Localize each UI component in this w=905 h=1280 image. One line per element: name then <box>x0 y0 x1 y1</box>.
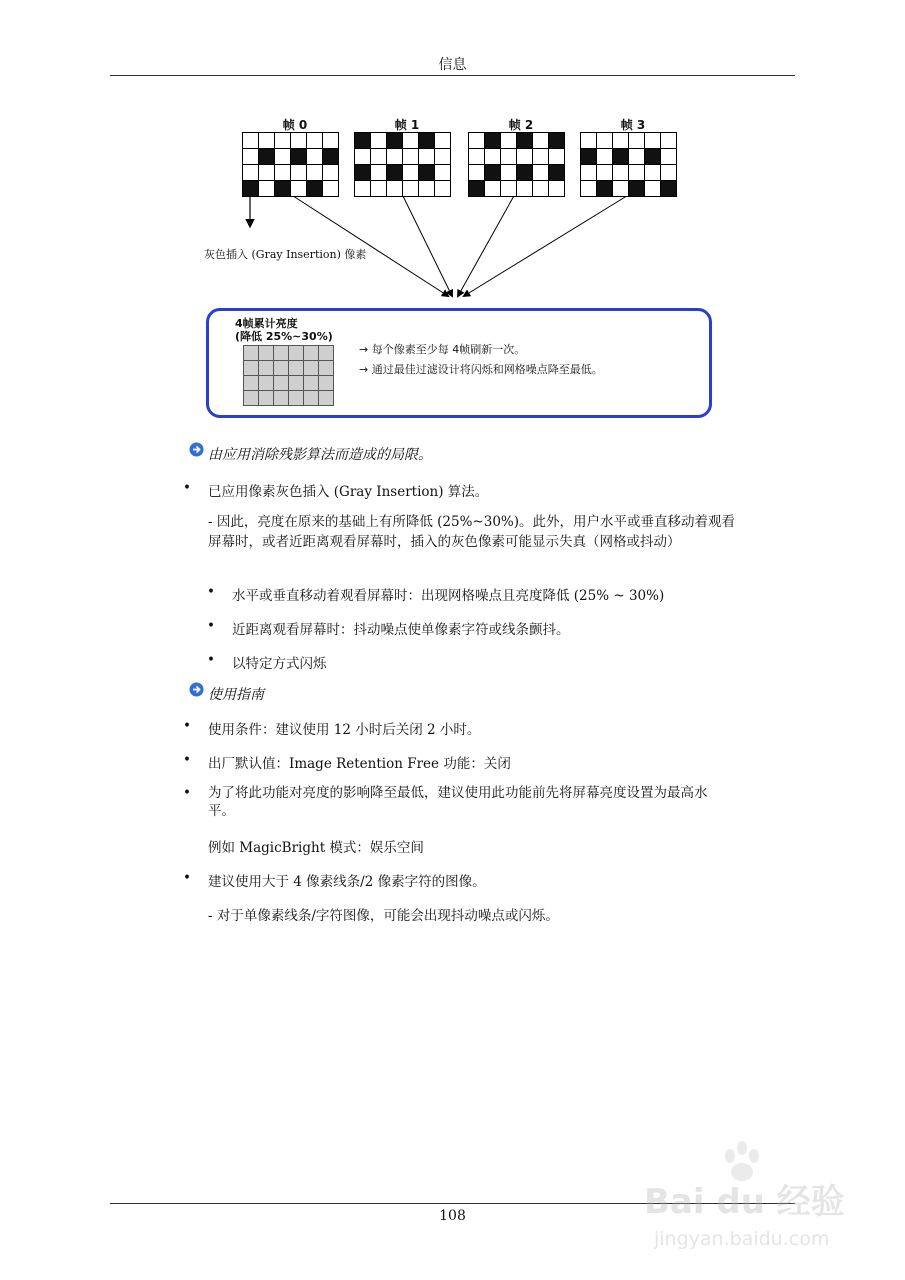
magicbright-example-text: 例如 MagicBright 模式：娱乐空间 <box>208 840 424 856</box>
bullet-dot: • <box>207 652 215 668</box>
sub-bullet-grid-noise <box>207 584 665 604</box>
bullet-image-recommendation <box>183 870 486 890</box>
box-note-2: → 通过最佳过滤设计将闪烁和网格噪点降至最低。 <box>359 363 603 376</box>
accumulated-brightness-box <box>206 308 712 418</box>
bullet-gray-insertion <box>183 480 489 500</box>
frame-2-arrow <box>458 194 515 296</box>
frame-0-label: 帧 0 <box>282 118 308 132</box>
header-rule <box>110 75 795 76</box>
bullet-usage-condition-text: 使用条件：建议使用 12 小时后关闭 2 小时。 <box>208 722 481 738</box>
box-title-line1: 4帧累计亮度 <box>235 317 298 330</box>
bullet-dot: • <box>183 752 191 768</box>
gray-insertion-diagram <box>190 108 720 418</box>
watermark-brand: Bai du 经验 <box>644 1182 845 1222</box>
page-header-title: 信息 <box>438 57 467 73</box>
bullet-brightness-tip <box>183 784 728 820</box>
bullet-factory-default <box>183 752 511 772</box>
baidu-watermark <box>640 1140 870 1275</box>
frame-3-arrow <box>464 194 630 296</box>
brightness-note-paragraph: - 因此，亮度在原来的基础上有所降低 (25%~30%)。此外，用户水平或垂直移动着观看屏幕时，或者近距离观看屏幕时，插入的灰色像素可能显示失真（网格或抖动） <box>208 514 735 550</box>
bullet-brightness-tip-text: 为了将此功能对亮度的影响降至最低，建议使用此功能前先将屏幕亮度设置为最高水平。 <box>208 785 708 819</box>
single-pixel-note-text: - 对于单像素线条/字符图像，可能会出现抖动噪点或闪烁。 <box>208 908 559 924</box>
bullet-dot: • <box>183 785 191 801</box>
bullet-dot: • <box>183 480 191 496</box>
bullet-factory-default-text: 出厂默认值：Image Retention Free 功能：关闭 <box>208 756 511 772</box>
section-heading-guide <box>208 684 264 704</box>
bullet-dot: • <box>207 618 215 634</box>
bullet-dot: • <box>183 870 191 886</box>
gray-insertion-label: 灰色插入 (Gray Insertion) 像素 <box>204 248 367 261</box>
bullet-dot: • <box>207 584 215 600</box>
box-title-line2: (降低 25%~30%) <box>235 330 333 343</box>
magicbright-example <box>208 836 424 856</box>
single-pixel-note <box>208 904 559 924</box>
sub-bullet-dither-noise-text: 近距离观看屏幕时：抖动噪点使单像素字符或线条颤抖。 <box>232 622 570 638</box>
bullet-image-recommendation-text: 建议使用大于 4 像素线条/2 像素字符的图像。 <box>208 874 486 890</box>
frame-2-grid <box>468 132 565 197</box>
sub-bullet-grid-noise-text: 水平或垂直移动着观看屏幕时：出现网格噪点且亮度降低 (25% ~ 30%) <box>232 588 665 604</box>
frame-0-arrow <box>290 194 448 296</box>
section-heading-guide-text: 使用指南 <box>208 687 264 703</box>
frame-2-label: 帧 2 <box>508 118 534 132</box>
frame-3-grid <box>580 132 677 197</box>
box-title <box>235 317 333 343</box>
box-note-1: → 每个像素至少每 4帧刷新一次。 <box>359 343 526 356</box>
arrow-circle-icon <box>189 442 204 457</box>
frame-1-grid <box>354 132 451 197</box>
sub-bullet-flicker-text: 以特定方式闪烁 <box>232 656 327 672</box>
frame-1-arrow <box>402 194 452 296</box>
watermark-url: jingyan.baidu.com <box>654 1228 830 1250</box>
frame-1-label: 帧 1 <box>394 118 420 132</box>
bullet-usage-condition <box>183 718 481 738</box>
sub-bullet-flicker <box>207 652 327 672</box>
page-number: 108 <box>439 1208 466 1224</box>
section-heading-limitations <box>208 444 432 464</box>
frame-3-label: 帧 3 <box>620 118 646 132</box>
bullet-dot: • <box>183 718 191 734</box>
frame-0-grid <box>242 132 339 197</box>
gray-result-grid <box>243 345 334 406</box>
arrow-circle-icon <box>189 682 204 697</box>
bullet-gray-insertion-text: 已应用像素灰色插入 (Gray Insertion) 算法。 <box>208 484 489 500</box>
section-heading-limitations-text: 由应用消除残影算法而造成的局限。 <box>208 447 432 463</box>
sub-bullet-dither-noise <box>207 618 570 638</box>
